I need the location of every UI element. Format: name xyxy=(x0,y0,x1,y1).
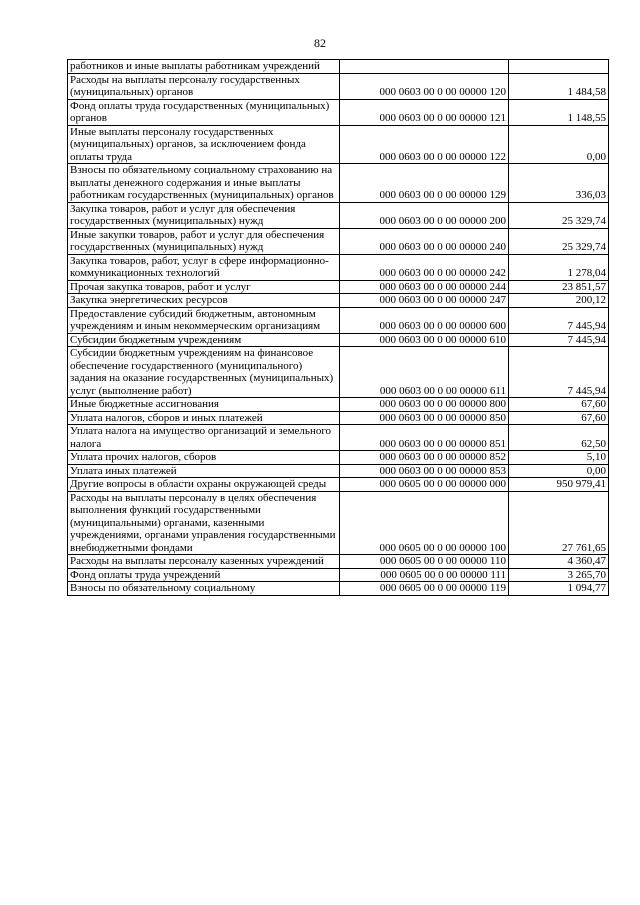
row-code-cell: 000 0603 00 0 00 00000 850 xyxy=(340,411,509,425)
row-name-cell: Уплата налогов, сборов и иных платежей xyxy=(68,411,340,425)
row-amount-cell: 950 979,41 xyxy=(509,478,609,492)
row-code-cell: 000 0603 00 0 00 00000 800 xyxy=(340,398,509,412)
row-amount-cell: 7 445,94 xyxy=(509,307,609,333)
row-amount-cell: 5,10 xyxy=(509,451,609,465)
row-name-cell: Уплата налога на имущество организаций и земельного налога xyxy=(68,425,340,451)
row-code-cell: 000 0605 00 0 00 00000 111 xyxy=(340,568,509,582)
row-code-cell: 000 0605 00 0 00 00000 110 xyxy=(340,555,509,569)
row-name-cell: Взносы по обязательному социальному страхованию на выплаты денежного содержания и иные выплаты работникам государственных (муниципальных) органов xyxy=(68,164,340,203)
row-name-cell: Расходы на выплаты персоналу в целях обеспечения выполнения функций государственными (муниципальными) органами, казенными учреждениями, органами управления государственными внебюджетными фондами xyxy=(68,491,340,555)
table-row xyxy=(68,164,609,203)
row-code-cell: 000 0603 00 0 00 00000 610 xyxy=(340,333,509,347)
row-code-cell: 000 0603 00 0 00 00000 242 xyxy=(340,254,509,280)
row-amount-cell: 1 094,77 xyxy=(509,582,609,596)
row-code-cell: 000 0605 00 0 00 00000 100 xyxy=(340,491,509,555)
row-code-cell: 000 0603 00 0 00 00000 122 xyxy=(340,125,509,164)
row-amount-cell: 336,03 xyxy=(509,164,609,203)
row-name-cell: Иные выплаты персоналу государственных (муниципальных) органов, за исключением фонда оплаты труда xyxy=(68,125,340,164)
row-code-cell: 000 0603 00 0 00 00000 129 xyxy=(340,164,509,203)
row-name-cell: работников и иные выплаты работникам учреждений xyxy=(68,60,340,74)
row-name-cell: Субсидии бюджетным учреждениям xyxy=(68,333,340,347)
row-name-cell: Уплата иных платежей xyxy=(68,464,340,478)
budget-table-body xyxy=(68,60,609,596)
row-name-cell: Другие вопросы в области охраны окружающей среды xyxy=(68,478,340,492)
row-amount-cell: 67,60 xyxy=(509,411,609,425)
table-row xyxy=(68,347,609,398)
row-amount-cell: 25 329,74 xyxy=(509,228,609,254)
row-name-cell: Взносы по обязательному социальному xyxy=(68,582,340,596)
row-code-cell xyxy=(340,60,509,74)
row-amount-cell xyxy=(509,60,609,74)
table-row xyxy=(68,254,609,280)
table-row xyxy=(68,228,609,254)
row-code-cell: 000 0603 00 0 00 00000 611 xyxy=(340,347,509,398)
row-amount-cell: 1 148,55 xyxy=(509,99,609,125)
table-row xyxy=(68,294,609,308)
row-amount-cell: 25 329,74 xyxy=(509,202,609,228)
budget-table xyxy=(67,59,609,596)
table-row xyxy=(68,99,609,125)
table-row xyxy=(68,333,609,347)
row-amount-cell: 1 484,58 xyxy=(509,73,609,99)
table-row xyxy=(68,398,609,412)
row-name-cell: Расходы на выплаты персоналу казенных учреждений xyxy=(68,555,340,569)
row-name-cell: Закупка энергетических ресурсов xyxy=(68,294,340,308)
row-code-cell: 000 0603 00 0 00 00000 851 xyxy=(340,425,509,451)
table-row xyxy=(68,568,609,582)
table-row xyxy=(68,555,609,569)
row-name-cell: Фонд оплаты труда учреждений xyxy=(68,568,340,582)
row-code-cell: 000 0603 00 0 00 00000 120 xyxy=(340,73,509,99)
row-amount-cell: 23 851,57 xyxy=(509,280,609,294)
table-row xyxy=(68,451,609,465)
row-name-cell: Прочая закупка товаров, работ и услуг xyxy=(68,280,340,294)
row-name-cell: Уплата прочих налогов, сборов xyxy=(68,451,340,465)
row-amount-cell: 4 360,47 xyxy=(509,555,609,569)
table-row xyxy=(68,60,609,74)
row-name-cell: Иные закупки товаров, работ и услуг для обеспечения государственных (муниципальных) нужд xyxy=(68,228,340,254)
table-row xyxy=(68,307,609,333)
table-row xyxy=(68,280,609,294)
row-name-cell: Закупка товаров, работ, услуг в сфере информационно-коммуникационных технологий xyxy=(68,254,340,280)
table-row xyxy=(68,73,609,99)
row-code-cell: 000 0603 00 0 00 00000 200 xyxy=(340,202,509,228)
row-name-cell: Расходы на выплаты персоналу государственных (муниципальных) органов xyxy=(68,73,340,99)
table-row xyxy=(68,425,609,451)
row-code-cell: 000 0603 00 0 00 00000 240 xyxy=(340,228,509,254)
row-name-cell: Субсидии бюджетным учреждениям на финансовое обеспечение государственного (муниципального) задания на оказание государственных (муниципальных) услуг (выполнение работ) xyxy=(68,347,340,398)
row-name-cell: Фонд оплаты труда государственных (муниципальных) органов xyxy=(68,99,340,125)
row-amount-cell: 1 278,04 xyxy=(509,254,609,280)
row-amount-cell: 7 445,94 xyxy=(509,347,609,398)
table-row xyxy=(68,491,609,555)
page-number: 82 xyxy=(314,36,326,50)
table-row xyxy=(68,582,609,596)
row-code-cell: 000 0603 00 0 00 00000 852 xyxy=(340,451,509,465)
row-code-cell: 000 0605 00 0 00 00000 119 xyxy=(340,582,509,596)
row-name-cell: Предоставление субсидий бюджетным, автономным учреждениям и иным некоммерческим организациям xyxy=(68,307,340,333)
row-name-cell: Иные бюджетные ассигнования xyxy=(68,398,340,412)
row-amount-cell: 27 761,65 xyxy=(509,491,609,555)
table-row xyxy=(68,202,609,228)
row-name-cell: Закупка товаров, работ и услуг для обеспечения государственных (муниципальных) нужд xyxy=(68,202,340,228)
row-code-cell: 000 0603 00 0 00 00000 853 xyxy=(340,464,509,478)
row-amount-cell: 0,00 xyxy=(509,125,609,164)
row-amount-cell: 3 265,70 xyxy=(509,568,609,582)
row-code-cell: 000 0603 00 0 00 00000 244 xyxy=(340,280,509,294)
table-row xyxy=(68,464,609,478)
row-code-cell: 000 0603 00 0 00 00000 247 xyxy=(340,294,509,308)
table-row xyxy=(68,411,609,425)
table-row xyxy=(68,125,609,164)
row-code-cell: 000 0603 00 0 00 00000 600 xyxy=(340,307,509,333)
row-code-cell: 000 0603 00 0 00 00000 121 xyxy=(340,99,509,125)
row-code-cell: 000 0605 00 0 00 00000 000 xyxy=(340,478,509,492)
row-amount-cell: 67,60 xyxy=(509,398,609,412)
row-amount-cell: 200,12 xyxy=(509,294,609,308)
row-amount-cell: 62,50 xyxy=(509,425,609,451)
row-amount-cell: 7 445,94 xyxy=(509,333,609,347)
row-amount-cell: 0,00 xyxy=(509,464,609,478)
table-row xyxy=(68,478,609,492)
